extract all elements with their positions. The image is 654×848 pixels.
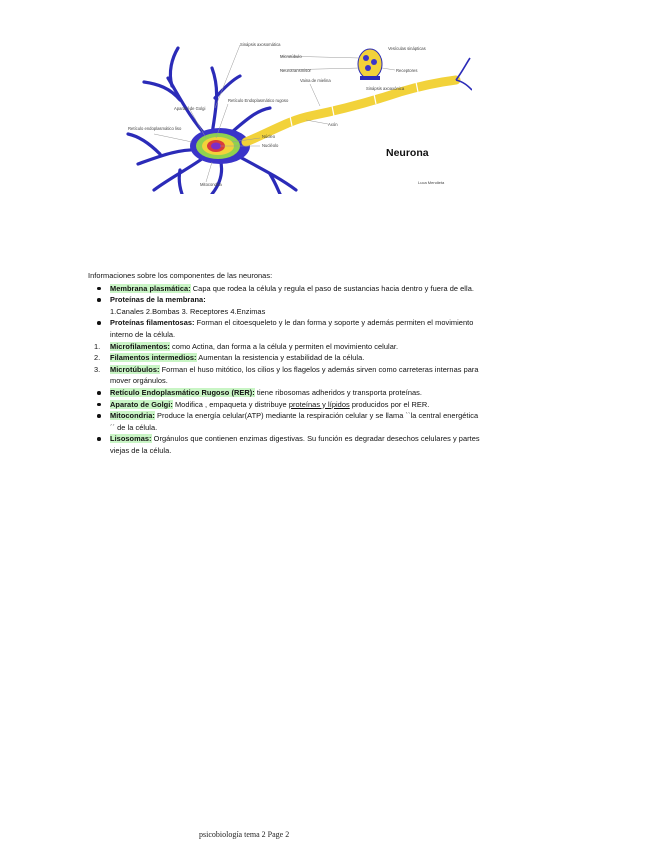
item-text: como Actina, dan forma a la célula y permiten el movimiento celular. xyxy=(169,341,399,351)
label-vesiculas: Vesículas sinápticas xyxy=(388,46,426,51)
item-label: Retículo Endoplasmático Rugoso (RER): xyxy=(110,387,255,397)
synapse-inset xyxy=(358,49,382,80)
item-text: Produce la energía celular(ATP) mediante la respiración celular y se llama ``la central energética´´ de la célula. xyxy=(110,411,479,432)
list-item xyxy=(88,433,480,456)
item-text: 1.Canales 2.Bombas 3. Receptores 4.Enzimas xyxy=(110,306,266,316)
item-text: producidos por el RER. xyxy=(349,399,430,409)
list-item xyxy=(88,294,480,317)
list-item xyxy=(88,399,480,411)
item-label: Lisosomas: xyxy=(110,434,152,444)
item-text: tiene ribosomas adheridos y transporta proteínas. xyxy=(254,387,422,397)
label-microtubulo: Microtúbulo xyxy=(280,54,302,59)
notes-content xyxy=(88,270,480,457)
components-list xyxy=(88,283,480,457)
item-label: Filamentos intermedios: xyxy=(110,353,197,363)
list-item xyxy=(88,410,480,433)
list-item xyxy=(88,387,480,399)
figure-credit: Luca Mendieta xyxy=(418,180,445,185)
label-neurotransmisor: Neurotransmisor xyxy=(280,68,311,73)
item-label: Proteínas de la membrana: xyxy=(110,295,206,305)
item-label: Proteínas filamentosas: xyxy=(110,318,195,328)
label-nucleo: Núcleo xyxy=(262,134,276,139)
item-label: Microfilamentos: xyxy=(110,341,170,351)
page-footer: psicobiología tema 2 Page 2 xyxy=(199,830,290,839)
label-sinapsis-axosomatica: Sinápsis axosomática xyxy=(240,42,281,47)
item-text: Forman el citoesqueleto y le dan forma y soporte y además permiten el movimiento interno de la célula. xyxy=(110,318,474,339)
item-text: Forman el huso mitótico, los cilios y los flagelos y además sirven como carreteras internas para mover orgánulos. xyxy=(110,364,479,386)
item-text: Orgánulos que contienen enzimas digestivas. Su función es degradar desechos celulares y partes viejas de la célula. xyxy=(110,434,480,455)
label-sinapsis-axoaxonica: Sinápsis axoaxónica xyxy=(366,86,405,91)
label-aparato-golgi: Aparato de Golgi xyxy=(174,106,206,111)
list-item xyxy=(88,341,480,353)
label-mitocondria: Mitocondria xyxy=(200,182,222,187)
label-axon: Axón xyxy=(328,122,338,127)
number-marker: 3. xyxy=(94,364,101,374)
number-marker: 2. xyxy=(94,353,101,363)
label-retic-endo-liso: Retículo endoplasmático liso xyxy=(128,126,182,131)
intro-text: Informaciones sobre los componentes de las neuronas: xyxy=(88,271,273,280)
item-label: Aparato de Golgi: xyxy=(110,399,173,409)
underlined-term: proteínas y lípidos xyxy=(288,399,350,409)
list-item xyxy=(88,283,480,295)
figure-title: Neurona xyxy=(386,147,429,159)
label-receptores: Receptores xyxy=(396,68,418,73)
item-label: Mitocondria: xyxy=(110,411,155,421)
item-label: Microtúbulos: xyxy=(110,364,160,374)
item-text: Capa que rodea la célula y regula el paso de sustancias hacia dentro y fuera de ella. xyxy=(190,283,474,293)
item-text: Modifica , empaqueta y distribuye xyxy=(172,399,289,409)
neuron-diagram xyxy=(120,38,472,194)
item-label: Membrana plasmática: xyxy=(110,283,191,293)
list-item xyxy=(88,364,480,387)
label-vaina-mielina: Vaina de mielina xyxy=(300,78,331,83)
label-nucleolo: Nucléolo xyxy=(262,143,279,148)
number-marker: 1. xyxy=(94,341,101,351)
label-retic-endo-rugoso: Retículo Endoplasmático rugoso xyxy=(228,98,289,103)
list-item xyxy=(88,317,480,340)
list-item xyxy=(88,352,480,364)
item-text: Aumentan la resistencia y estabilidad de la célula. xyxy=(196,353,365,363)
